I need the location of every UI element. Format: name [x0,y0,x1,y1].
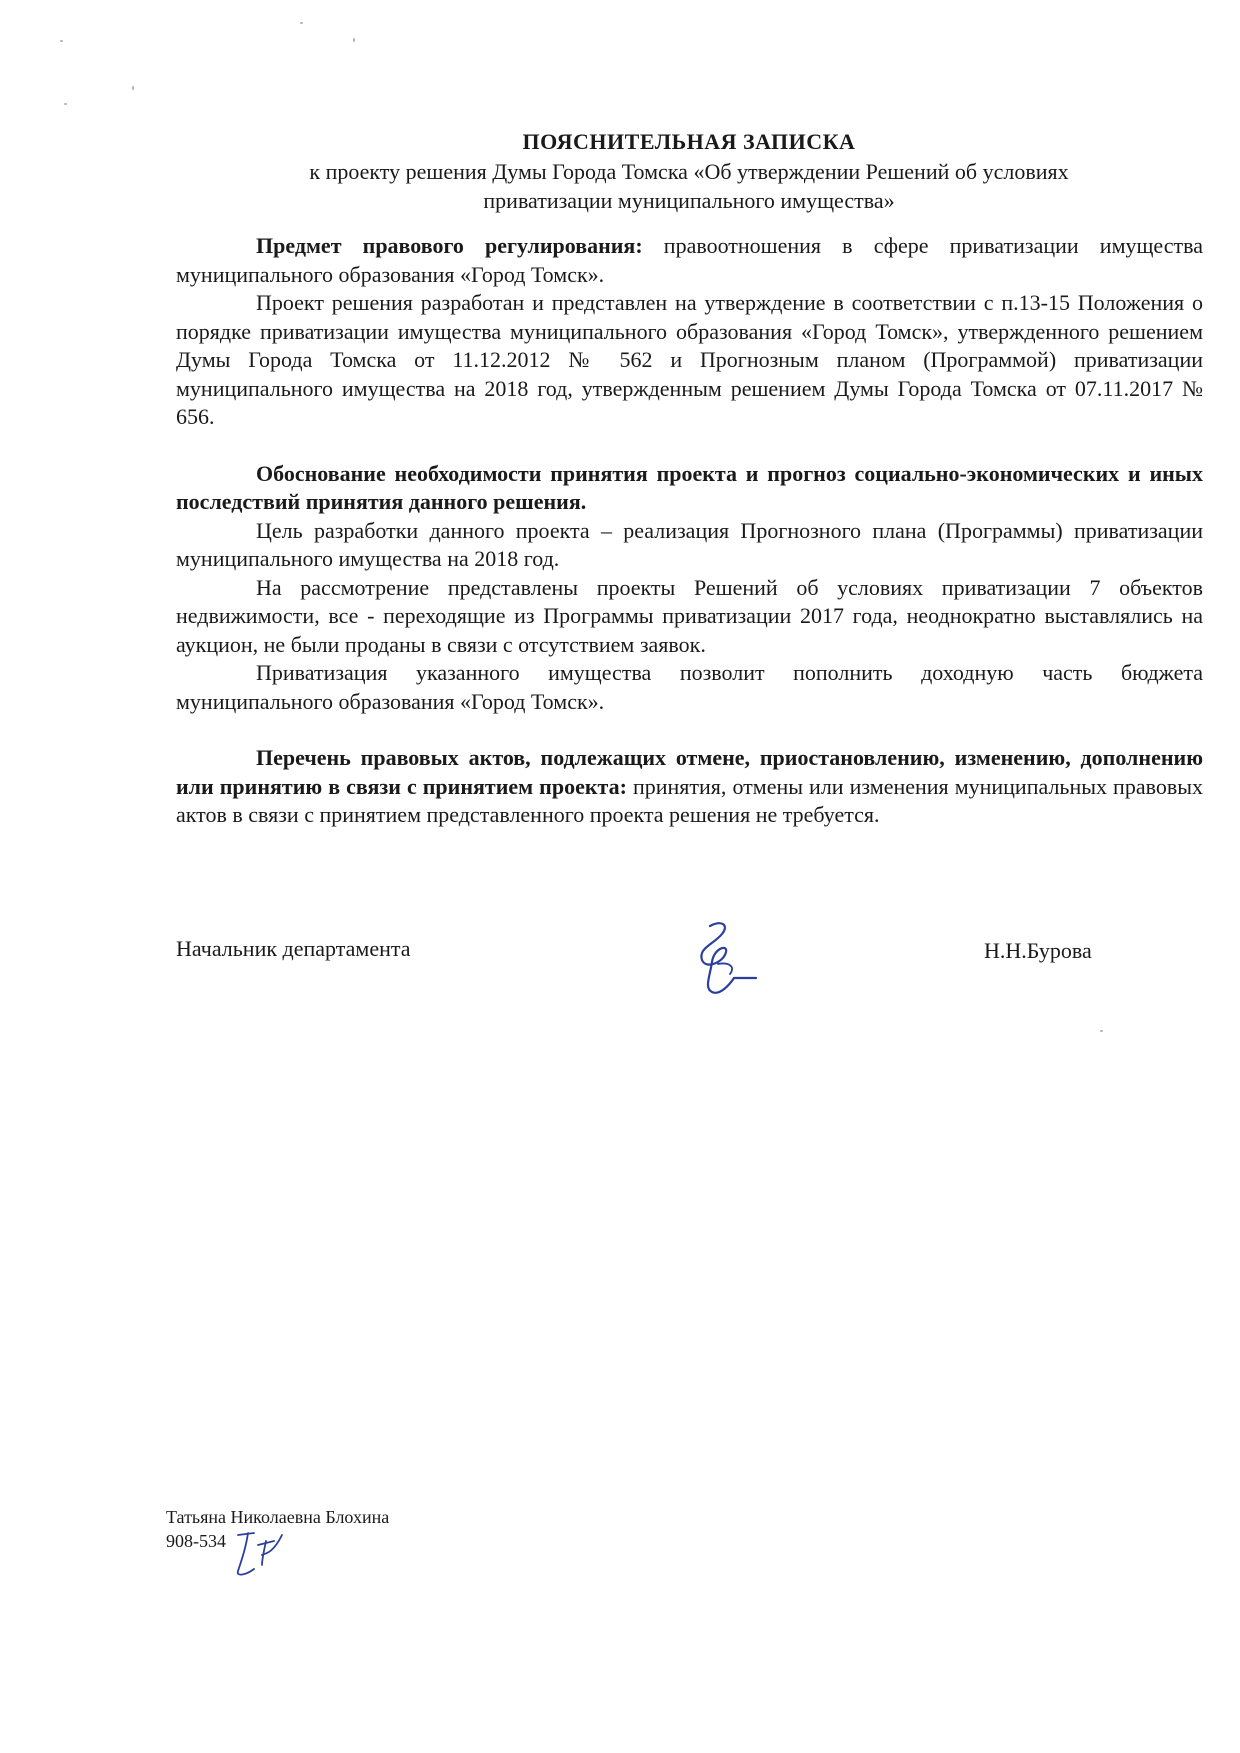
executor-phone: 908-534 [166,1531,226,1551]
executor-name: Татьяна Николаевна Блохина [166,1507,390,1527]
signer-position: Начальник департамента [176,936,411,961]
justification-paragraph [176,460,1203,517]
regulation-paragraph [176,232,1203,289]
document-subtitle-line1: к проекту решения Думы Города Томска «Об утверждении Решений об условиях [309,159,1069,184]
scan-speck [1100,1030,1103,1032]
acts-heading: Перечень правовых актов, подлежащих отмене, приостановлению, изменению, дополнению или принятию в связи с принятием проекта: [176,745,1203,799]
objects-paragraph: На рассмотрение представлены проекты Решений об условиях приватизации 7 объектов недвижимости, все - переходящие из Программы приватизации 2017 года, неоднократно выставлялись на аукцион, не были проданы в связи с отсутствием заявок. [176,574,1203,657]
regulation-text: правоотношения в сфере приватизации имущества муниципального образования «Город Томск». [176,233,1203,287]
project-basis-paragraph: Проект решения разработан и представлен на утверждение в соответствии с п.13-15 Положения о порядке приватизации имущества муниципального образования «Город Томск», утвержденного решением Думы Города Томска от 11.12.2012 № 562 и Прогнозным планом (Программой) приватизации муниципального имущества на 2018 год, утвержденным решением Думы Города Томска от 07.11.2017 № 656. [176,290,1203,429]
acts-paragraph [176,744,1203,830]
signer-name: Н.Н.Бурова [984,938,1092,963]
handwritten-initials [232,1525,302,1580]
acts-text: принятия, отмены или изменения муниципальных правовых актов в связи с принятием представленного проекта решения не требуется. [176,773,1203,827]
justification-heading: Обоснование необходимости принятия проекта и прогноз социально-экономических и иных последствий принятия данного решения. [176,460,1203,514]
scan-speck [60,40,63,42]
budget-paragraph: Приватизация указанного имущества позволит пополнить доходную часть бюджета муниципального образования «Город Томск». [176,660,1203,714]
scan-speck [353,38,355,42]
document-header [175,127,1203,215]
regulation-heading: Предмет правового регулирования: [256,233,643,258]
scan-speck [64,103,67,105]
scan-speck [132,86,134,90]
document-body [176,232,1203,830]
goal-paragraph: Цель разработки данного проекта – реализация Прогнозного плана (Программы) приватизации муниципального имущества на 2018 год. [176,517,1203,571]
handwritten-signature [690,918,760,998]
scan-speck [300,22,303,24]
document-title: ПОЯСНИТЕЛЬНАЯ ЗАПИСКА [522,129,856,154]
document-subtitle-line2: приватизации муниципального имущества» [483,188,895,213]
